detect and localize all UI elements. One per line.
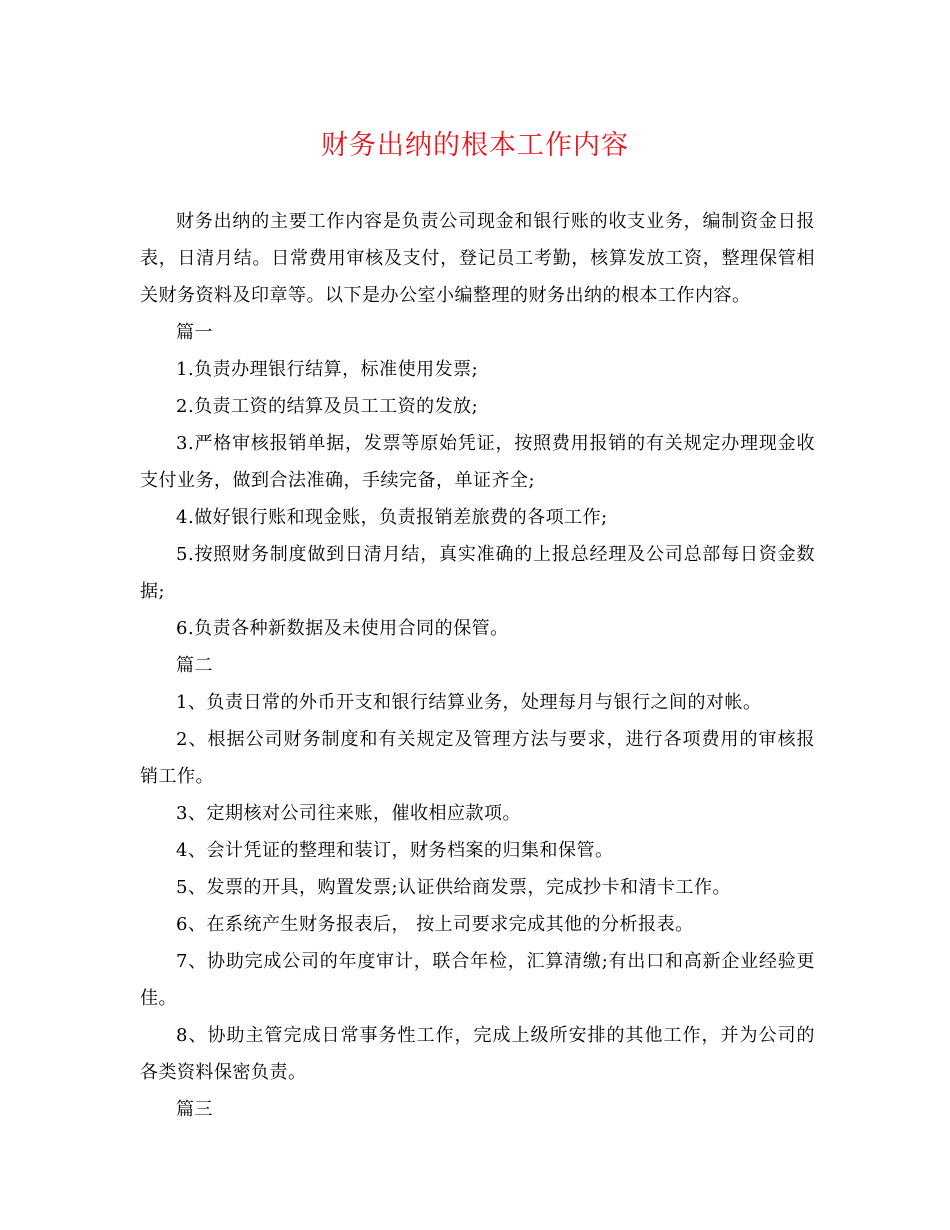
section-heading-2: 篇二 — [176, 655, 213, 676]
list-item: 7、协助完成公司的年度审计，联合年检，汇算清缴;有出口和高新企业经验更佳。 — [140, 951, 815, 1009]
list-item: 8、协助主管完成日常事务性工作，完成上级所安排的其他工作，并为公司的各类资料保密负责。 — [140, 1025, 815, 1083]
list-item: 5.按照财务制度做到日清月结，真实准确的上报总经理及公司总部每日资金数据; — [140, 544, 815, 602]
list-item: 6.负责各种新数据及未使用合同的保管。 — [176, 618, 509, 639]
intro-paragraph: 财务出纳的主要工作内容是负责公司现金和银行账的收支业务，编制资金日报表，日清月结。日常费用审核及支付，登记员工考勤，核算发放工资，整理保管相关财务资料及印章等。以下是办公室小编整理的财务出纳的根本工作内容。 — [140, 211, 815, 306]
list-item: 2、根据公司财务制度和有关规定及管理方法与要求，进行各项费用的审核报销工作。 — [140, 729, 815, 787]
document-body — [140, 203, 815, 1128]
list-item: 1.负责办理银行结算，标准使用发票; — [176, 359, 479, 380]
document-title: 财务出纳的根本工作内容 — [321, 130, 629, 161]
section-heading-1: 篇一 — [176, 322, 213, 343]
list-item: 3、定期核对公司往来账，催收相应款项。 — [176, 803, 521, 824]
list-item: 5、发票的开具，购置发票;认证供给商发票，完成抄卡和清卡工作。 — [176, 877, 732, 898]
list-item: 4、会计凭证的整理和装订，财务档案的归集和保管。 — [176, 840, 614, 861]
list-item: 2.负责工资的结算及员工工资的发放; — [176, 396, 479, 417]
list-item: 1、负责日常的外币开支和银行结算业务，处理每月与银行之间的对帐。 — [176, 692, 762, 713]
list-item: 3.严格审核报销单据，发票等原始凭证，按照费用报销的有关规定办理现金收支付业务，做到合法准确，手续完备，单证齐全; — [140, 433, 815, 491]
section-heading-3: 篇三 — [176, 1099, 213, 1120]
list-item: 6、在系统产生财务报表后， 按上司要求完成其他的分析报表。 — [176, 914, 694, 935]
list-item: 4.做好银行账和现金账，负责报销差旅费的各项工作; — [176, 507, 608, 528]
